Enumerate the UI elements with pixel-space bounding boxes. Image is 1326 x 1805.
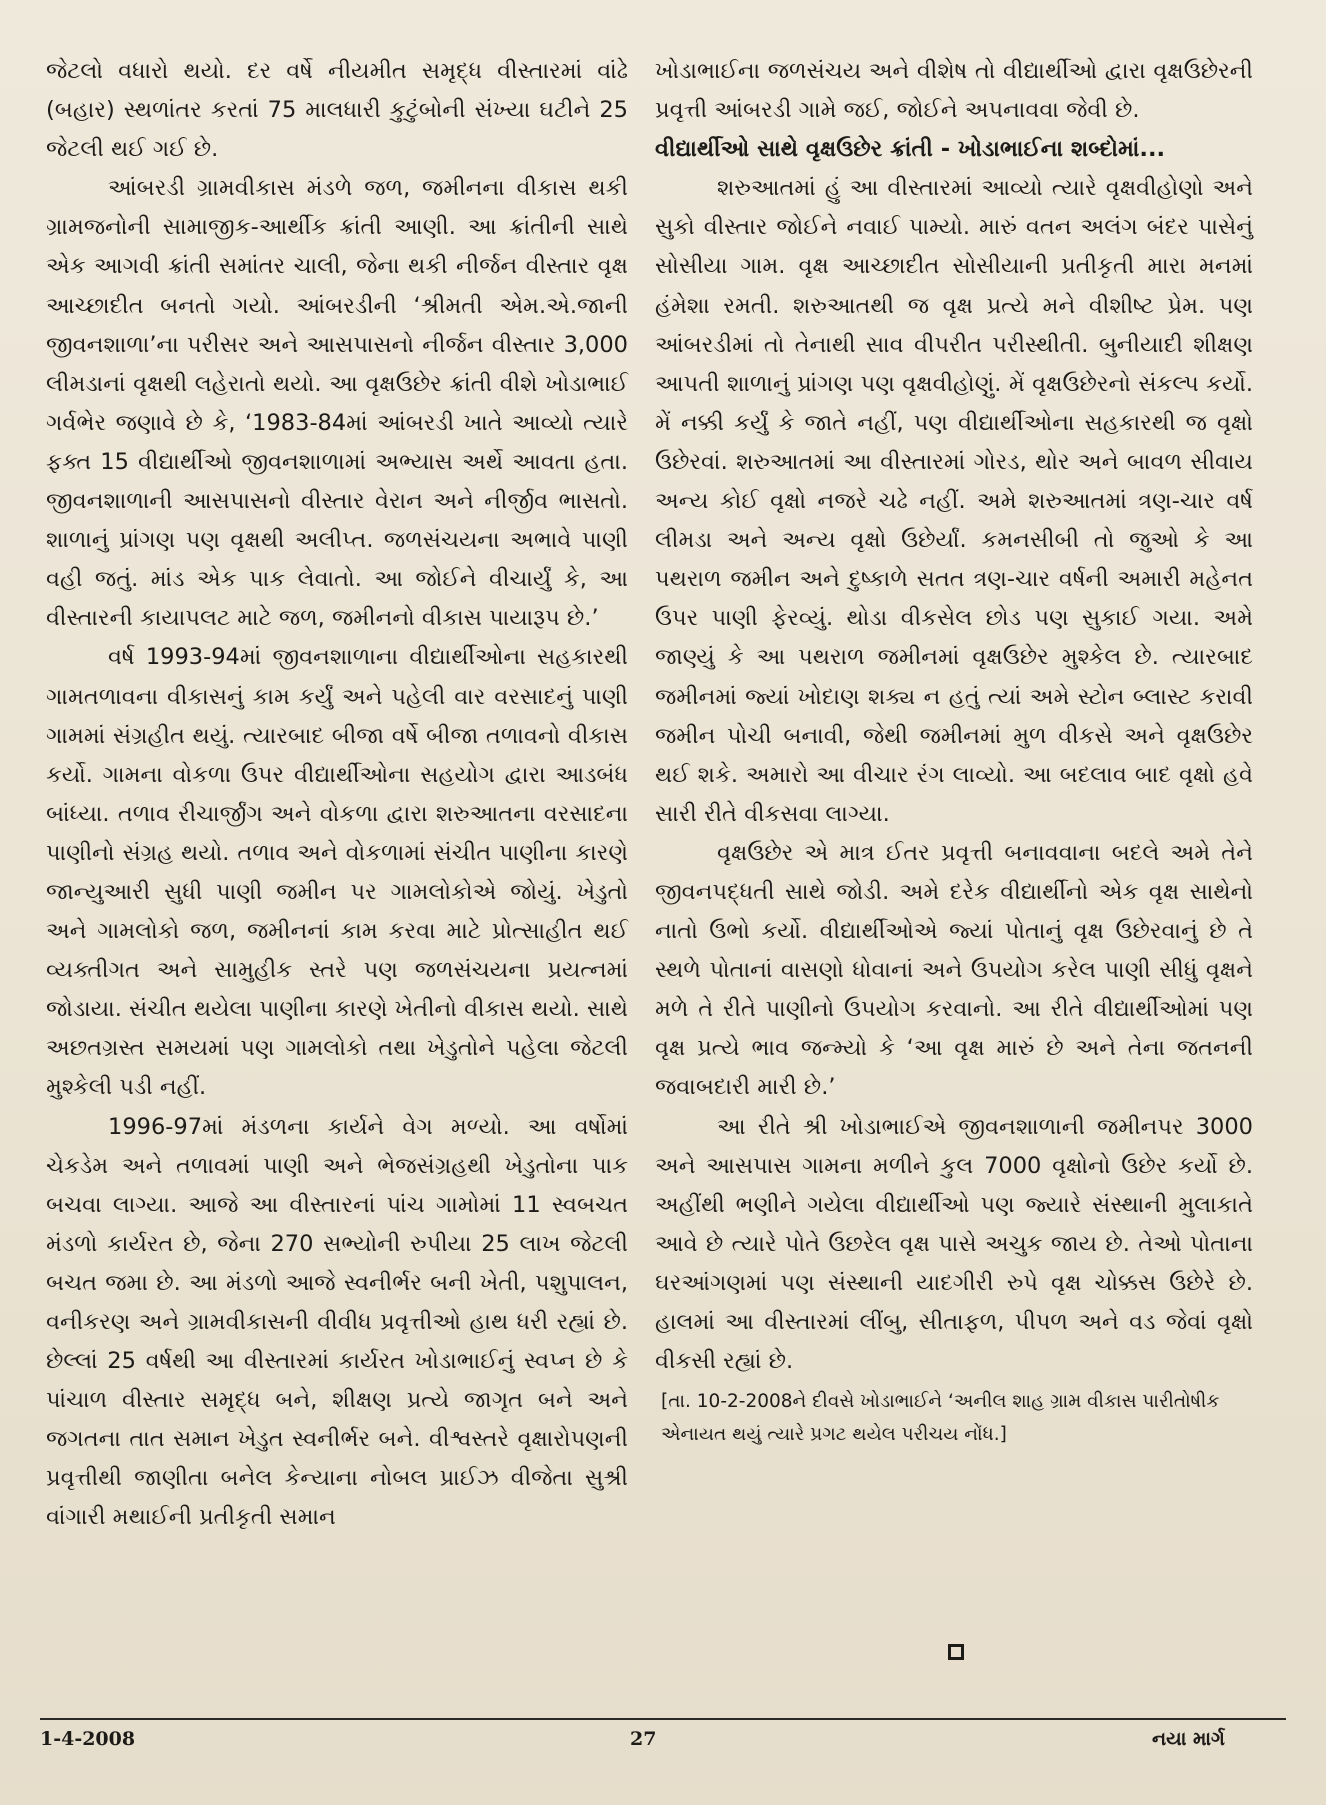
page-number: 27: [630, 1728, 657, 1750]
left-paragraph-3: વર્ષ 1993-94માં જીવનશાળાના વીદ્યાર્થીઓના સહકારથી ગામતળાવના વીકાસનું કામ કર્યું અને પહેલી વાર વરસાદનું પાણી ગામમાં સંગ્રહીત થયું. ત્યારબાદ બીજા વર્ષે બીજા તળાવનો વીકાસ કર્યો. ગામના વોકળા ઉપર વીદ્યાર્થીઓના સહયોગ દ્વારા આડબંધ બાંધ્યા. તળાવ રીચાર્જીંગ અને વોકળા દ્વારા શરુઆતના વરસાદના પાણીનો સંગ્રહ થયો. તળાવ અને વોકળામાં સંચીત પાણીના કારણે જાન્યુઆરી સુધી પાણી જમીન પર ગામલોકોએ જોયું. ખેડુતો અને ગામલોકો જળ, જમીનનાં કામ કરવા માટે પ્રોત્સાહીત થઈ વ્યક્તીગત અને સામુહીક સ્તરે પણ જળસંચયના પ્રયત્નમાં જોડાયા. સંચીત થયેલા પાણીના કારણે ખેતીનો વીકાસ થયો. સાથે અછતગ્રસ્ત સમયમાં પણ ગામલોકો તથા ખેડુતોને પહેલા જેટલી મુશ્કેલી પડી નહીં.: [46, 644, 628, 1101]
footer-divider: [40, 1718, 1286, 1720]
left-paragraph-4: 1996-97માં મંડળના કાર્યને વેગ મળ્યો. આ વર્ષોમાં ચેકડેમ અને તળાવમાં પાણી અને ભેજસંગ્રહથી ખેડુતોના પાક બચવા લાગ્યા. આજે આ વીસ્તારનાં પાંચ ગામોમાં 11 સ્વબચત મંડળો કાર્યરત છે, જેના 270 સભ્યોની રુપીયા 25 લાખ જેટલી બચત જમા છે. આ મંડળો આજે સ્વનીર્ભર બની ખેતી, પશુપાલન, વનીકરણ અને ગ્રામવીકાસની વીવીધ પ્રવૃત્તીઓ હાથ ધરી રહ્યાં છે. છેલ્લાં 25 વર્ષથી આ વીસ્તારમાં કાર્યરત ખોડાભાઈનું સ્વપ્ન છે કે પાંચાળ વીસ્તાર સમૃદ્ધ બને, શીક્ષણ પ્રત્યે જાગૃત બને અને જગતના તાત સમાન ખેડુત સ્વનીર્ભર બને. વીશ્વસ્તરે વૃક્ષારોપણની પ્રવૃત્તીથી જાણીતા બનેલ કેન્યાના નોબલ પ્રાઈઝ વીજેતા સુશ્રી વાંગારી મથાઈની પ્રતીકૃતી સમાન: [46, 1113, 628, 1531]
left-paragraph-2: આંબરડી ગ્રામવીકાસ મંડળે જળ, જમીનના વીકાસ થકી ગ્રામજનોની સામાજીક-આર્થીક ક્રાંતી આણી. આ ક્રાંતીની સાથે એક આગવી ક્રાંતી સમાંતર ચાલી, જેના થકી નીર્જન વીસ્તાર વૃક્ષ આચ્છાદીત બનતો ગયો. આંબરડીની ‘શ્રીમતી એમ.એ.જાની જીવનશાળા’ના પરીસર અને આસપાસનો નીર્જન વીસ્તાર 3,000 લીમડાનાં વૃક્ષથી લહેરાતો થયો. આ વૃક્ષઉછેર ક્રાંતી વીશે ખોડાભાઈ ગર્વભેર જણાવે છે કે, ‘1983-84માં આંબરડી ખાતે આવ્યો ત્યારે ફક્ત 15 વીદ્યાર્થીઓ જીવનશાળામાં અભ્યાસ અર્થે આવતા હતા. જીવનશાળાની આસપાસનો વીસ્તાર વેરાન અને નીર્જીવ ભાસતો. શાળાનું પ્રાંગણ પણ વૃક્ષથી અલીપ્ત. જળસંચયના અભાવે પાણી વહી જતું. માંડ એક પાક લેવાતો. આ જોઈને વીચાર્યું કે, આ વીસ્તારની કાયાપલટ માટે જળ, જમીનનો વીકાસ પાયારૂપ છે.’: [46, 175, 628, 632]
right-paragraph-1: ખોડાભાઈના જળસંચય અને વીશેષ તો વીદ્યાર્થીઓ દ્વારા વૃક્ષઉછેરની પ્રવૃત્તી આંબરડી ગામે જઈ, જોઈને અપનાવવા જેવી છે.: [655, 58, 1253, 124]
magazine-name: નયા માર્ગ: [1152, 1728, 1225, 1750]
left-paragraph-1: જેટલો વધારો થયો. દર વર્ષે નીયમીત સમૃદ્ધ વીસ્તારમાં વાંઢે (બહાર) સ્થળાંતર કરતાં 75 માલધારી કુટુંબોની સંખ્યા ઘટીને 25 જેટલી થઈ ગઈ છે.: [46, 58, 628, 163]
left-column: [46, 52, 628, 1538]
right-paragraph-4: આ રીતે શ્રી ખોડાભાઈએ જીવનશાળાની જમીનપર 3000 અને આસપાસ ગામના મળીને કુલ 7000 વૃક્ષોનો ઉછેર કર્યો છે. અહીંથી ભણીને ગયેલા વીદ્યાર્થીઓ પણ જ્યારે સંસ્થાની મુલાકાતે આવે છે ત્યારે પોતે ઉછરેલ વૃક્ષ પાસે અચુક જાય છે. તેઓ પોતાના ઘરઆંગણમાં પણ સંસ્થાની યાદગીરી રુપે વૃક્ષ ચોક્કસ ઉછેરે છે. હાલમાં આ વીસ્તારમાં લીંબુ, સીતાફળ, પીપળ અને વડ જેવાં વૃક્ષો વીકસી રહ્યાં છે.: [655, 1113, 1253, 1375]
right-paragraph-3: વૃક્ષઉછેર એ માત્ર ઈતર પ્રવૃત્તી બનાવવાના બદલે અમે તેને જીવનપદ્ધતી સાથે જોડી. અમે દરેક વીદ્યાર્થીનો એક વૃક્ષ સાથેનો નાતો ઉભો કર્યો. વીદ્યાર્થીઓએ જ્યાં પોતાનું વૃક્ષ ઉછેરવાનું છે તે સ્થળે પોતાનાં વાસણો ધોવાનાં અને ઉપયોગ કરેલ પાણી સીધું વૃક્ષને મળે તે રીતે પાણીનો ઉપયોગ કરવાનો. આ રીતે વીદ્યાર્થીઓમાં પણ વૃક્ષ પ્રત્યે ભાવ જન્મ્યો કે ‘આ વૃક્ષ મારું છે અને તેના જતનની જવાબદારી મારી છે.’: [655, 839, 1253, 1101]
footer-date: 1-4-2008: [40, 1728, 136, 1750]
right-paragraph-2: શરુઆતમાં હું આ વીસ્તારમાં આવ્યો ત્યારે વૃક્ષવીહોણો અને સુકો વીસ્તાર જોઈને નવાઈ પામ્યો. મારું વતન અલંગ બંદર પાસેનું સોસીયા ગામ. વૃક્ષ આચ્છાદીત સોસીયાની પ્રતીકૃતી મારા મનમાં હંમેશા રમતી. શરુઆતથી જ વૃક્ષ પ્રત્યે મને વીશીષ્ટ પ્રેમ. પણ આંબરડીમાં તો તેનાથી સાવ વીપરીત પરીસ્થીતી. બુનીયાદી શીક્ષણ આપતી શાળાનું પ્રાંગણ પણ વૃક્ષવીહોણું. મેં વૃક્ષઉછેરનો સંકલ્પ કર્યો. મેં નક્કી કર્યું કે જાતે નહીં, પણ વીદ્યાર્થીઓના સહકારથી જ વૃક્ષો ઉછેરવાં. શરુઆતમાં આ વીસ્તારમાં ગોરડ, થોર અને બાવળ સીવાય અન્ય કોઈ વૃક્ષો નજરે ચઢે નહીં. અમે શરુઆતમાં ત્રણ-ચાર વર્ષ લીમડા અને અન્ય વૃક્ષો ઉછેર્યાં. કમનસીબી તો જુઓ કે આ પથરાળ જમીન અને દુષ્કાળે સતત ત્રણ-ચાર વર્ષની અમારી મહેનત ઉપર પાણી ફેરવ્યું. થોડા વીકસેલ છોડ પણ સુકાઈ ગયા. અમે જાણ્યું કે આ પથરાળ જમીનમાં વૃક્ષઉછેર મુશ્કેલ છે. ત્યારબાદ જમીનમાં જ્યાં ખોદાણ શક્ય ન હતું ત્યાં અમે સ્ટોન બ્લાસ્ટ કરાવી જમીન પોચી બનાવી, જેથી જમીનમાં મુળ વીકસે અને વૃક્ષઉછેર થઈ શકે. અમારો આ વીચાર રંગ લાવ્યો. આ બદલાવ બાદ વૃક્ષો હવે સારી રીતે વીકસવા લાગ્યા.: [655, 175, 1253, 827]
section-heading: વીદ્યાર્થીઓ સાથે વૃક્ષઉછેર ક્રાંતી - ખોડાભાઈના શબ્દોમાં...: [655, 136, 1166, 163]
right-column: [655, 52, 1253, 1451]
source-note: [તા. 10-2-2008ને દીવસે ખોડાભાઈને ‘અનીલ શાહ ગ્રામ વીકાસ પારીતોષીક એનાયત થયું ત્યારે પ્રગટ થયેલ પરીચય નોંધ.]: [661, 1391, 1220, 1446]
article-end-square-icon: [948, 1644, 964, 1660]
